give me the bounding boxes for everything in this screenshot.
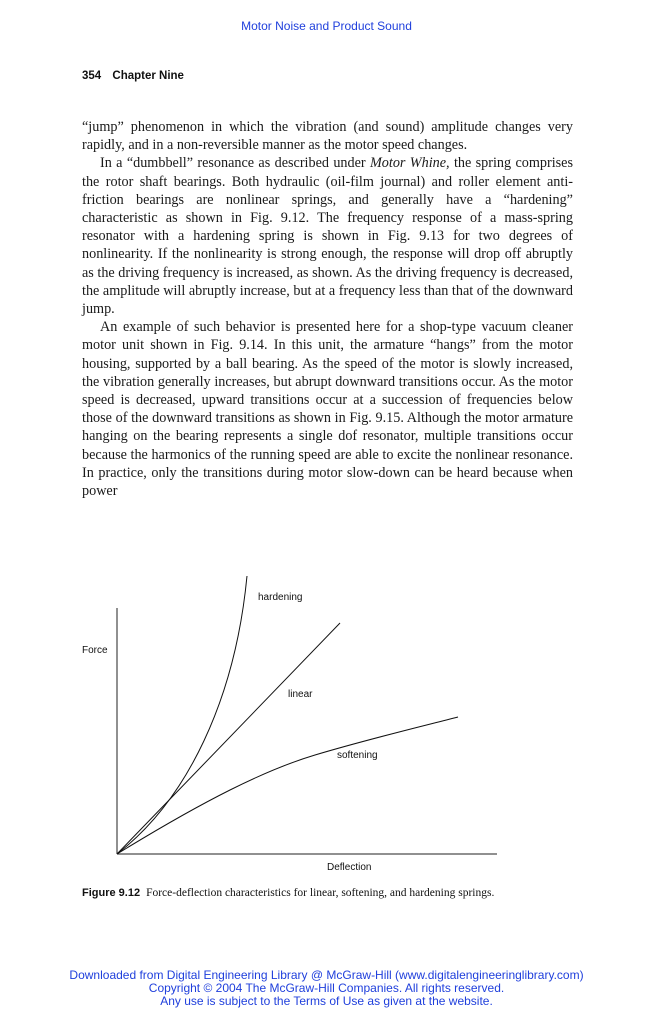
linear-curve	[117, 623, 340, 854]
hardening-curve	[117, 576, 247, 854]
force-deflection-figure	[75, 570, 515, 880]
softening-label: softening	[337, 750, 378, 761]
page-number: 354	[82, 70, 102, 82]
paragraph-1: “jump” phenomenon in which the vibration (and sound) amplitude changes very rapidly, and in a non-reversible manner as the motor speed changes.	[82, 119, 573, 154]
footer-terms-link[interactable]: Any use is subject to the Terms of Use as given at the website.	[160, 994, 493, 1008]
paragraph-2-start: In a “dumbbell” resonance as described under	[100, 155, 370, 172]
figure-number: Figure 9.12	[82, 887, 141, 899]
running-head	[82, 70, 184, 82]
softening-curve	[117, 717, 458, 854]
linear-label: linear	[288, 689, 313, 700]
paragraph-2-italic: Motor Whine,	[369, 155, 450, 172]
caption-text: Force-deflection characteristics for linear, softening, and hardening springs.	[146, 887, 495, 899]
book-title-header[interactable]: Motor Noise and Product Sound	[241, 19, 412, 33]
y-axis-label: Force	[82, 645, 108, 656]
paragraph-2-rest: the spring comprises the rotor shaft bearings. Both hydraulic (oil-film journal) and roller element anti-friction bearings are nonlinear springs, and generally have a “hardening” characteristic as shown in Fig. 9.12. The frequency response of a mass-spring resonator with a hardening spring is shown in Fig. 9.13 for two degrees of nonlinearity. If the nonlinearity is strong enough, the response will drop off abruptly as the driving frequency is increased, as shown. As the driving frequency is decreased, the amplitude will abruptly increase, but at a frequency less than that of the downward jump.	[82, 155, 574, 318]
footer-download-link[interactable]: Downloaded from Digital Engineering Library @ McGraw-Hill (www.digitalengineeringlibrary.com)	[69, 968, 584, 982]
paragraph-2	[82, 154, 573, 318]
footer-copyright[interactable]: Copyright © 2004 The McGraw-Hill Companies. All rights reserved.	[148, 981, 505, 995]
body-text	[82, 118, 573, 500]
download-footer	[0, 969, 653, 1008]
force-deflection-plot	[75, 570, 515, 880]
paragraph-3: An example of such behavior is presented here for a shop-type vacuum cleaner motor unit shown in Fig. 9.14. In this unit, the armature “hangs” from the motor housing, supported by a ball bearing. As the speed of the motor is slowly increased, the vibration generally increases, but abrupt downward transitions occur. As the motor speed is decreased, upward transitions occur at a succession of frequencies below those of the downward transitions as shown in Fig. 9.15. Although the motor armature hanging on the bearing represents a single dof resonator, multiple transitions occur because the harmonics of the running speed are able to excite the nonlinear resonance. In practice, only the transitions during motor slow-down can be heard because when power	[82, 319, 573, 500]
hardening-label: hardening	[258, 592, 303, 603]
figure-caption	[82, 886, 552, 901]
chapter-title: Chapter Nine	[112, 70, 184, 82]
x-axis-label: Deflection	[327, 862, 372, 873]
